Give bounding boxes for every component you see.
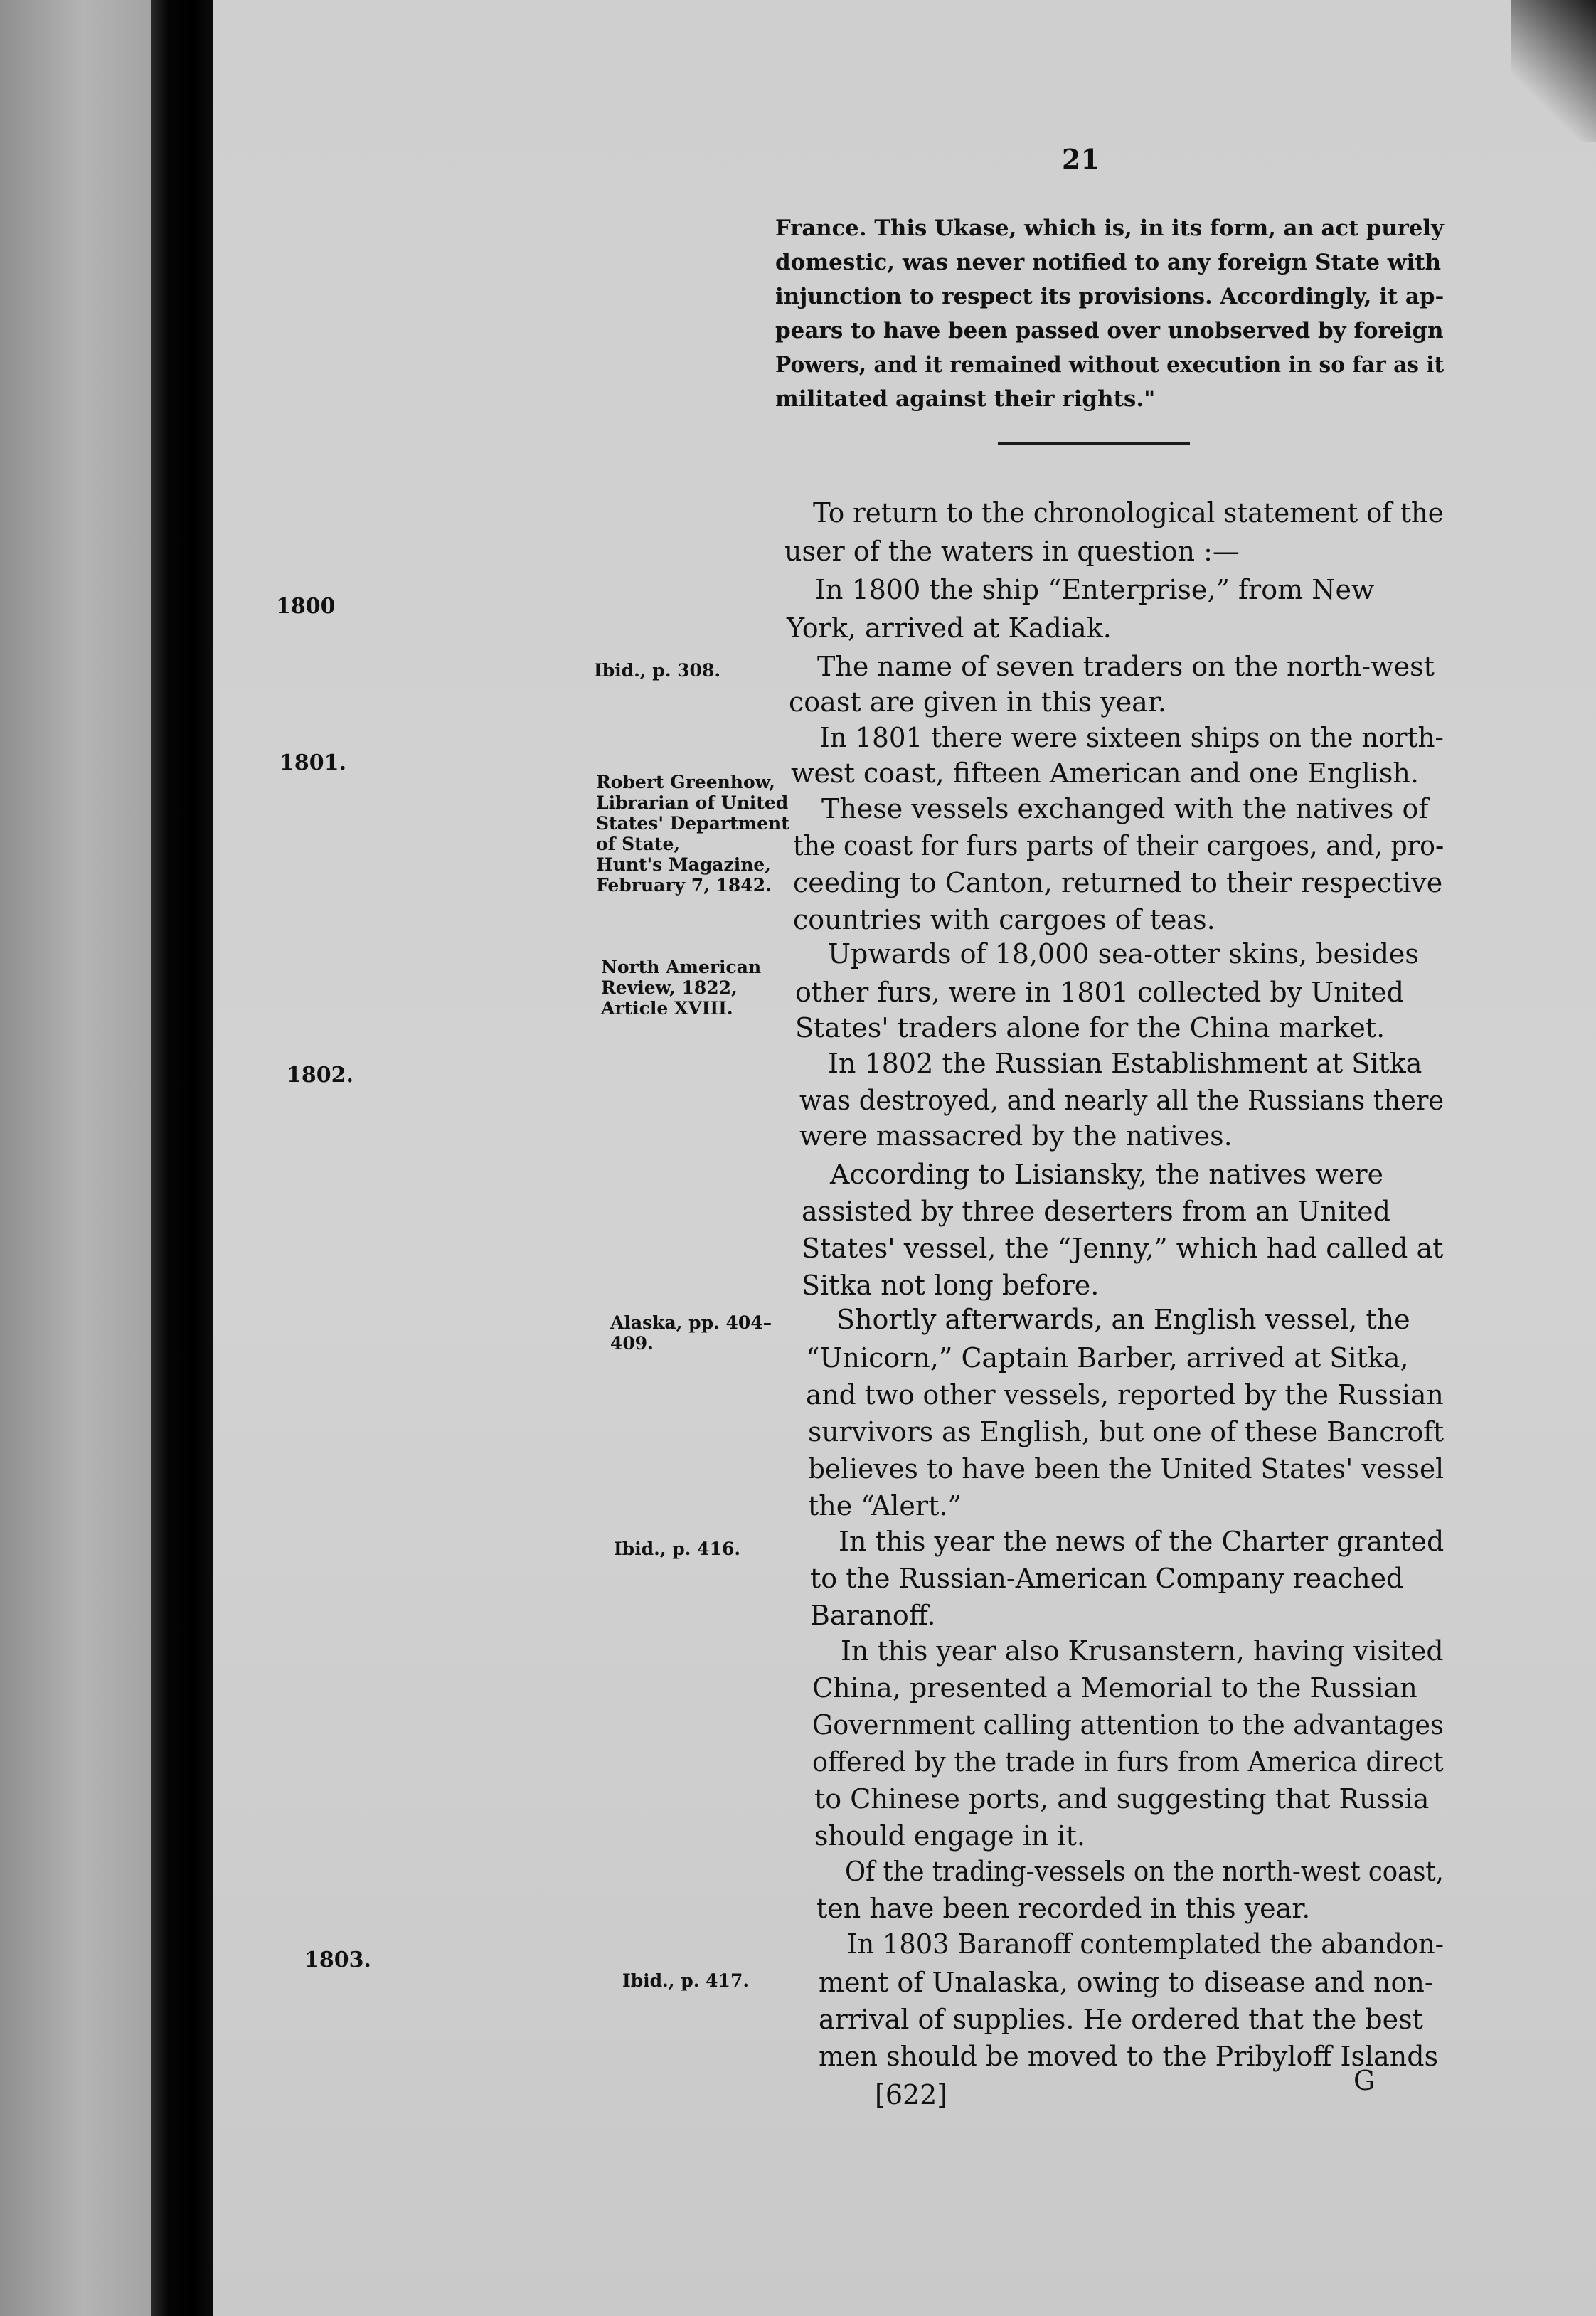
body-line: In 1803 Baranoff contemplated the abandon- (847, 1928, 1445, 1960)
body-line: These vessels exchanged with the natives of (821, 793, 1429, 824)
body-line: ment of Unalaska, owing to disease and non- (819, 1967, 1434, 1998)
body-line: assisted by three deserters from an United (802, 1196, 1390, 1227)
side-note-line: North American (601, 957, 762, 977)
body-line: user of the waters in question :— (784, 536, 1240, 567)
body-line: According to Lisiansky, the natives were (830, 1159, 1383, 1190)
body-line: west coast, fifteen American and one English. (791, 758, 1419, 789)
margin-year: 1802. (287, 1063, 353, 1088)
side-note-line: 409. (610, 1333, 654, 1354)
gathering-letter: G (1353, 2065, 1376, 2096)
body-line: men should be moved to the Pribyloff Islands (819, 2041, 1439, 2072)
body-line: Baranoff. (810, 1600, 936, 1631)
section-divider (998, 442, 1190, 445)
side-note-line: Ibid., p. 417. (622, 1970, 750, 1991)
body-line: should engage in it. (814, 1820, 1085, 1852)
side-note-line: Review, 1822, (601, 977, 738, 998)
side-note-line: Hunt's Magazine, (596, 854, 771, 875)
body-line: ten have been recorded in this year. (816, 1893, 1311, 1924)
body-line: the “Alert.” (808, 1490, 962, 1521)
body-line: “Unicorn,” Captain Barber, arrived at Sitka, (806, 1342, 1409, 1374)
body-line: States' vessel, the “Jenny,” which had called at (802, 1233, 1444, 1264)
body-line: ceeding to Canton, returned to their respective (793, 867, 1443, 898)
body-line: survivors as English, but one of these Bancroft (808, 1416, 1445, 1448)
body-line: the coast for furs parts of their cargoes, and, pro- (793, 830, 1445, 861)
side-note-line: Ibid., p. 308. (594, 660, 721, 681)
side-note-line: States' Department (596, 813, 789, 834)
binding-gutter (151, 0, 220, 2316)
body-line: arrival of supplies. He ordered that the best (819, 2004, 1423, 2035)
side-note-line: Alaska, pp. 404– (610, 1312, 772, 1333)
side-note-line: February 7, 1842. (596, 875, 772, 896)
facing-page-edge (0, 0, 153, 2316)
body-line: Government calling attention to the advantages (812, 1709, 1444, 1741)
body-line: In 1802 the Russian Establishment at Sitka (828, 1048, 1422, 1079)
body-line: were massacred by the natives. (799, 1120, 1233, 1152)
body-line: Upwards of 18,000 sea-otter skins, besides (828, 938, 1419, 970)
side-note (614, 1539, 740, 1559)
side-note-line: Robert Greenhow, (596, 772, 775, 792)
body-line: York, arrived at Kadiak. (787, 612, 1112, 644)
body-line: In 1800 the ship “Enterprise,” from New (815, 574, 1375, 605)
page-corner-shadow (1511, 0, 1596, 142)
side-note-line: Ibid., p. 416. (614, 1539, 741, 1559)
quote-line: domestic, was never notified to any foreign State with (775, 250, 1442, 275)
quote-line: France. This Ukase, which is, in its form, an act purely (775, 216, 1444, 241)
quote-line: pears to have been passed over unobserved by foreign (775, 318, 1444, 344)
body-line: Sitka not long before. (802, 1270, 1100, 1301)
body-line: The name of seven traders on the north-west (817, 651, 1435, 682)
body-line: offered by the trade in furs from America direct (812, 1746, 1444, 1778)
body-line: to the Russian-American Company reached (810, 1563, 1404, 1594)
quote-line: injunction to respect its provisions. Accordingly, it ap- (775, 284, 1445, 309)
body-line: other furs, were in 1801 collected by United (795, 977, 1404, 1008)
body-line: coast are given in this year. (789, 686, 1166, 718)
body-line: China, presented a Memorial to the Russian (812, 1672, 1417, 1704)
side-note (596, 772, 789, 896)
side-note-line: Librarian of United (596, 792, 789, 813)
body-line: In 1801 there were sixteen ships on the north- (819, 722, 1444, 753)
quote-line: Powers, and it remained without execution in so far as it (775, 352, 1445, 378)
side-note (594, 660, 720, 681)
body-line: Of the trading-vessels on the north-west coast, (845, 1856, 1444, 1887)
side-note (622, 1970, 749, 1991)
signature-mark: [622] (875, 2079, 948, 2110)
body-line: and two other vessels, reported by the Russian (806, 1379, 1444, 1411)
margin-year: 1801. (280, 750, 346, 775)
body-line: countries with cargoes of teas. (793, 904, 1215, 935)
side-note (610, 1312, 772, 1354)
body-line: to Chinese ports, and suggesting that Russia (814, 1783, 1430, 1815)
quote-line: militated against their rights." (775, 386, 1156, 412)
body-line: In this year the news of the Charter granted (839, 1526, 1445, 1557)
body-line: was destroyed, and nearly all the Russians there (799, 1085, 1445, 1116)
side-note (601, 957, 761, 1019)
side-note-line: Article XVIII. (601, 998, 733, 1019)
margin-year: 1800 (276, 594, 336, 619)
body-line: believes to have been the United States' vessel (808, 1453, 1445, 1484)
body-line: States' traders alone for the China market. (795, 1012, 1385, 1043)
body-line: In this year also Krusanstern, having visited (841, 1635, 1444, 1667)
body-line: To return to the chronological statement of the (813, 497, 1444, 528)
margin-year: 1803. (304, 1948, 371, 1972)
side-note-line: of State, (596, 834, 681, 854)
page-number: 21 (1062, 143, 1100, 175)
body-line: Shortly afterwards, an English vessel, the (836, 1304, 1410, 1335)
